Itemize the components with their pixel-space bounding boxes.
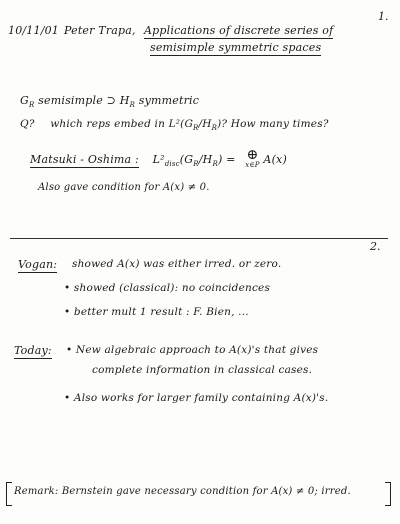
formula-part-3: ) = — [217, 153, 236, 166]
sub-r-1: R — [193, 124, 199, 133]
sub-r-3: R — [193, 160, 199, 169]
line-matsuki-oshima — [30, 147, 287, 170]
page-number-2: 2. — [370, 240, 381, 253]
bullet-mult-1: • better mult 1 result : F. Bien, ... — [64, 306, 249, 318]
line-question — [20, 118, 329, 132]
today-bullet-1-cont: complete information in classical cases. — [92, 364, 313, 376]
date: 10/11/01 — [8, 24, 60, 37]
remark-bracket-right — [385, 482, 391, 506]
line-also-gave: Also gave condition for A(x) ≠ 0. — [38, 182, 210, 193]
today-bullet-1: • New algebraic approach to A(x)'s that gives — [66, 344, 319, 356]
author: Peter Trapa, — [64, 24, 136, 37]
l2-symbol: L² — [152, 153, 165, 166]
g-symbol: G — [20, 94, 29, 107]
today-bullet-2: • Also works for larger family containing A(x)'s. — [64, 392, 329, 404]
sub-r-2: R — [211, 124, 218, 133]
vogan-label: Vogan: — [18, 258, 58, 271]
question-end: )? How many times? — [217, 118, 329, 130]
remark-bracket-left — [6, 482, 12, 506]
bullet-classical: • showed (classical): no coincidences — [64, 282, 271, 294]
sub-r-4: R — [212, 160, 218, 169]
line-semisimple — [20, 94, 199, 109]
disc-subscript: disc — [164, 160, 180, 169]
formula-part-1: (G — [179, 153, 194, 166]
title-line-2: semisimple symmetric spaces — [150, 41, 322, 54]
direct-sum-symbol: ⊕ — [246, 147, 259, 163]
g-subscript: R — [29, 101, 35, 110]
formula-part-2: /H — [198, 153, 213, 166]
symmetric-text: symmetric — [135, 94, 200, 107]
today-label: Today: — [14, 344, 52, 357]
question-label: Q? — [20, 118, 35, 130]
semisimple-text: semisimple ⊃ H — [34, 94, 130, 107]
question-slash: /H — [198, 118, 212, 130]
direct-sum-index: x∈P — [245, 161, 260, 169]
title-line-1: Applications of discrete series of — [144, 24, 334, 37]
ax-term: A(x) — [263, 153, 287, 166]
question-text: which reps embed in L²(G — [50, 118, 194, 130]
section-divider — [10, 238, 388, 239]
matsuki-oshima-name: Matsuki - Oshima : — [30, 153, 139, 166]
page-number-1: 1. — [378, 10, 389, 23]
h-subscript: R — [129, 101, 136, 110]
vogan-text: showed A(x) was either irred. or zero. — [72, 258, 282, 270]
remark-text: Remark: Bernstein gave necessary condition for A(x) ≠ 0; irred. — [14, 486, 351, 497]
